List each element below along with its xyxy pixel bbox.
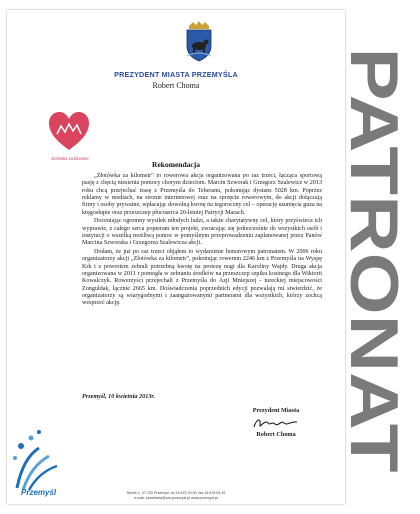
city-coat-of-arms-icon xyxy=(181,20,217,62)
handwritten-signature-icon xyxy=(251,415,301,431)
signature-title: Prezydent Miasta xyxy=(252,407,300,414)
letter-body xyxy=(82,173,322,309)
patronat-banner xyxy=(336,40,417,480)
footer-address: Rynek 1, 37-700 Przemyśl, tel.16 675 20 00, fax.16 678 64 49 xyxy=(126,491,226,495)
signature-block xyxy=(231,407,321,438)
paragraph: „Złotówka za kilometr" to rowerowa akcja organizowana po raz trzeci, łącząca sportową pasję z chęcią niesienia pomocy chorym dzieciom. Marcin Szworak i Grzegorz Szalewicz w 2013 roku chcą przejechać trasę z Przemyśla do Teheranu, pokonując dystans 5028 km. Poprzez reklamy w mediach, na stronie internetowej oraz na sprzęcie rowerowym, do akcji dołączają firmy i osoby prywatne, wpłacając dowolną kwotę na tegoroczny cel – operację usunięcia guza na kręgosłupie oraz przeszczep płucoserca 20-letniej Patrycji Marach. xyxy=(82,173,322,216)
signature-name: Robert Choma xyxy=(256,431,296,438)
footer-contact: e-mail: kancelaria@um.przemysl.pl www.przemysl.pl xyxy=(134,496,218,500)
office-holder-name: Robert Choma xyxy=(152,81,200,90)
letter-heading: Rekomendacja xyxy=(152,160,200,169)
recommendation-letter xyxy=(7,10,345,504)
heart-logo-caption: złotówka za kilometr xyxy=(51,156,89,161)
office-title: PREZYDENT MIASTA PRZEMYŚLA xyxy=(114,70,238,79)
patronat-text: PATRONAT xyxy=(336,47,412,411)
paragraph: Dodam, że już po raz trzeci objąłem to wydarzenie honorowym patronatem. W 2006 roku organizatorzy akcji „Złotówka za kilometr", pokonując rowerem 2246 km z Przemyśla na Wyspę Krk i z powrotem zebrali potrzebną kwotę na protezę nogi dla Karoliny Wajdy. Druga akcja organizowana w 2011 r pomogła w zebraniu środków na przeszczep szpiku kostnego dla Wiktorii Kowalczyk. Rowerzyści przejechali z Przemyśla do Azji Mniejszej - tureckiej miejscowości Zonguldak, łącznie 2665 km. Doświadczenia poprzednich edycji pozwalają mi stwierdzić, że organizatorzy są wiarygodnymi i zaangażowanymi partnerami dla wszystkich, którzy zechcą wesprzeć akcję. xyxy=(82,248,322,307)
patronat-banner-graphic xyxy=(336,40,417,480)
przemysl-logo-text: Przemyśl xyxy=(21,488,57,497)
letter-footer xyxy=(7,491,345,501)
dateline: Przemyśl, 10 kwietnia 2013r. xyxy=(82,393,156,400)
heart-logo-icon xyxy=(47,110,91,154)
paragraph: Doceniając ogromny wysiłek młodych ludzi, a także charytatywny cel, który przyświeca ich wyprawie, z całego serca popieram ten projekt, zwracając się jednocześnie do wszystkich osób i instytucji o wszelką możliwą pomoc w pomyślnym przeprowadzeniu zaplanowanej przez Panów Marcina Szworaka i Grzegorza Szalewicza akcji. xyxy=(82,218,322,247)
